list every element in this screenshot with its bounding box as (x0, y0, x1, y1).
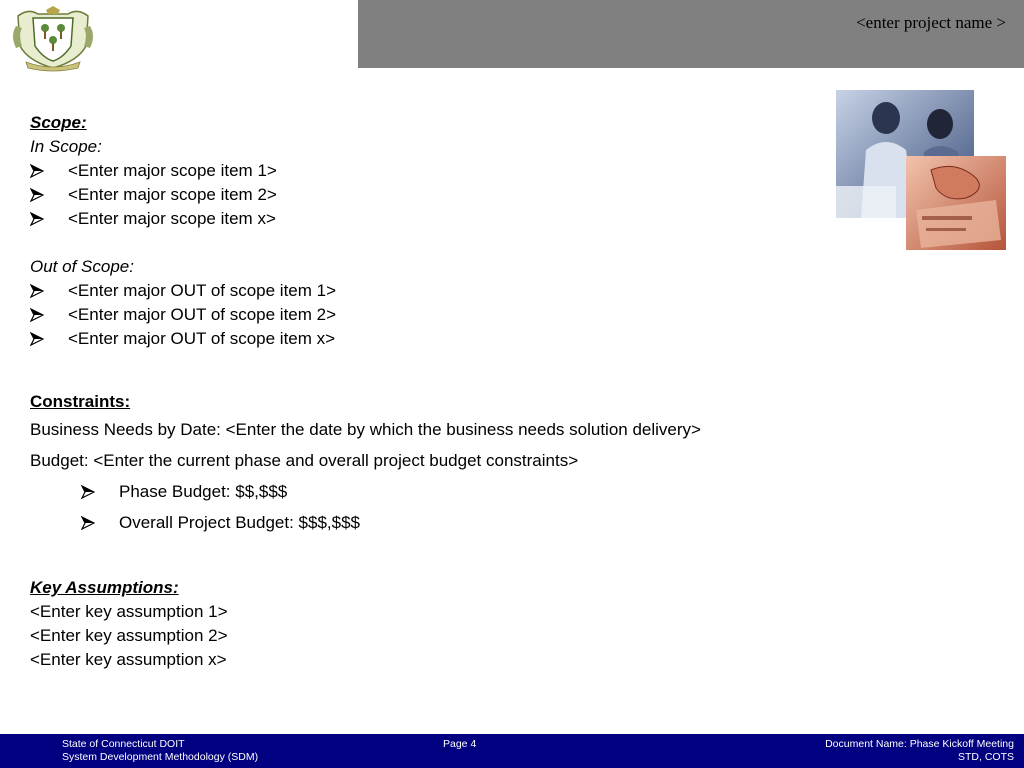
arrow-bullet-icon (30, 303, 50, 327)
list-item-text: <Enter major OUT of scope item 2> (68, 305, 337, 324)
arrow-bullet-icon (30, 327, 50, 351)
list-item-text: <Enter major scope item 2> (68, 185, 277, 204)
spacer (30, 231, 336, 255)
list-item: <Enter key assumption 1> (30, 602, 228, 621)
list-item (30, 303, 336, 327)
budget-line: Budget: <Enter the current phase and overall project budget constraints> (30, 451, 579, 470)
list-item: <Enter key assumption x> (30, 650, 227, 669)
assumptions-heading: Key Assumptions: (30, 578, 179, 597)
people-working-photo (836, 90, 1006, 250)
constraints-section (30, 390, 701, 538)
list-item-text: <Enter major scope item 1> (68, 161, 277, 180)
arrow-bullet-icon (81, 507, 101, 538)
list-item-text: Overall Project Budget: $$$,$$$ (119, 513, 360, 532)
footer-left (62, 738, 258, 764)
document-type: STD, COTS (957, 751, 1014, 763)
arrow-bullet-icon (30, 207, 50, 231)
header-band (358, 0, 1024, 68)
arrow-bullet-icon (30, 183, 50, 207)
document-name: Document Name: Phase Kickoff Meeting (825, 738, 1014, 750)
page-number: Page 4 (443, 738, 477, 750)
assumptions-section (30, 576, 228, 672)
list-item-text: Phase Budget: $$,$$$ (119, 482, 288, 501)
footer-bar (0, 734, 1024, 768)
footer-right (825, 738, 1014, 764)
list-item: <Enter key assumption 2> (30, 626, 228, 645)
business-needs-line: Business Needs by Date: <Enter the date by which the business needs solution delivery> (30, 420, 701, 439)
constraints-heading: Constraints: (30, 392, 131, 411)
footer-org: State of Connecticut DOIT (62, 738, 185, 750)
scope-heading: Scope: (30, 113, 87, 132)
list-item (30, 476, 701, 507)
list-item (30, 327, 336, 351)
list-item (30, 183, 336, 207)
list-item-text: <Enter major scope item x> (68, 209, 276, 228)
in-scope-label: In Scope: (30, 137, 102, 156)
state-seal-icon (8, 6, 98, 72)
list-item-text: <Enter major OUT of scope item x> (68, 329, 336, 348)
arrow-bullet-icon (30, 279, 50, 303)
out-of-scope-label: Out of Scope: (30, 257, 134, 276)
project-name: <enter project name > (856, 13, 1006, 32)
scope-section (30, 111, 336, 351)
arrow-bullet-icon (30, 159, 50, 183)
footer-methodology: System Development Methodology (SDM) (62, 751, 259, 763)
list-item (30, 507, 701, 538)
arrow-bullet-icon (81, 476, 101, 507)
list-item-text: <Enter major OUT of scope item 1> (68, 281, 337, 300)
list-item (30, 159, 336, 183)
list-item (30, 207, 336, 231)
list-item (30, 279, 336, 303)
